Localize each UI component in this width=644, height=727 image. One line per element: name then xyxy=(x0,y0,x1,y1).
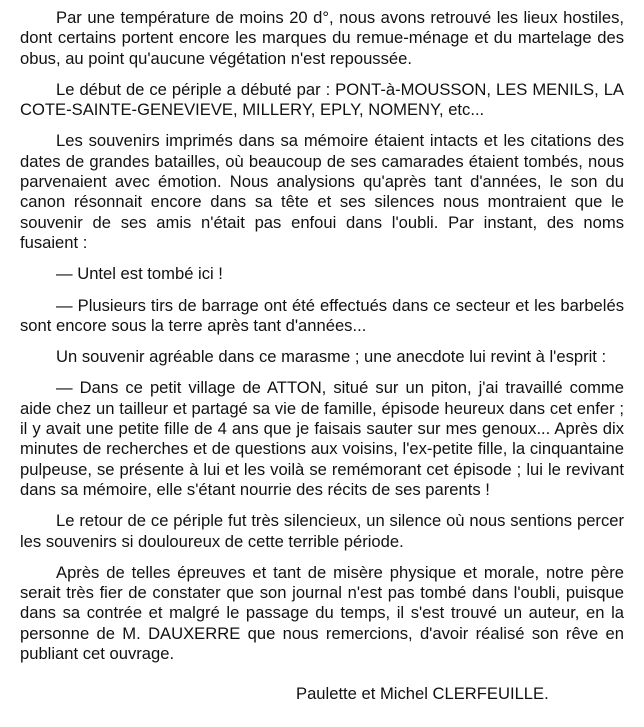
paragraph-return: Le retour de ce périple fut très silencieux, un silence où nous sentions percer les souvenirs si douloureux de cette terrible période. xyxy=(20,511,624,551)
document-body xyxy=(20,8,624,675)
paragraph-temperature: Par une température de moins 20 d°, nous avons retrouvé les lieux hostiles, dont certains portent encore les marques du remue-ménage et du martelage des obus, au point qu'aucune végétation n'est repoussée. xyxy=(20,8,624,68)
paragraph-anecdote-intro: Un souvenir agréable dans ce marasme ; une anecdote lui revint à l'esprit : xyxy=(56,347,607,367)
dialog-line-barrage: — Plusieurs tirs de barrage ont été effectués dans ce secteur et les barbelés sont encore sous la terre après tant d'années... xyxy=(20,295,624,335)
signature: Paulette et Michel CLERFEUILLE. xyxy=(296,684,549,703)
dialog-line-untel: — Untel est tombé ici ! xyxy=(56,264,223,284)
paragraph-memories: Les souvenirs imprimés dans sa mémoire étaient intacts et les citations des dates de grandes batailles, où beaucoup de ses camarades étaient tombés, nous parvenaient avec émotion. Nous analysions qu'après tant d'années, le son du canon résonnait encore dans sa tête et ses silences nous montraient que le souvenir de ses amis n'était pas enfoui dans l'oubli. Par instant, des noms fusaient : xyxy=(20,131,624,252)
dialog-line-atton: — Dans ce petit village de ATTON, situé sur un piton, j'ai travaillé comme aide chez un tailleur et partagé sa vie de famille, épisode heureux dans cet enfer ; il y avait une petite fille de 4 ans que je faisais sauter sur mes genoux... Après dix minutes de recherches et de questions aux voisins, l'ex-petite fille, la cinquantaine pulpeuse, se présente à lui et les voilà se remémorant cet épisode ; lui le revivant dans sa mémoire, elle s'étant nourrie des récits de ses parents ! xyxy=(20,378,624,499)
paragraph-closing: Après de telles épreuves et tant de misère physique et morale, notre père serait très fier de constater que son journal n'est pas tombé dans l'oubli, puisque dans sa contrée et malgré le passage du temps, il s'est trouvé un auteur, en la personne de M. DAUXERRE que nous remercions, d'avoir réalisé son rêve en publiant cet ouvrage. xyxy=(20,562,624,664)
paragraph-itinerary: Le début de ce périple a débuté par : PONT-à-MOUSSON, LES MENILS, LA COTE-SAINTE-GENEVIEVE, MILLERY, EPLY, NOMENY, etc... xyxy=(20,79,624,120)
